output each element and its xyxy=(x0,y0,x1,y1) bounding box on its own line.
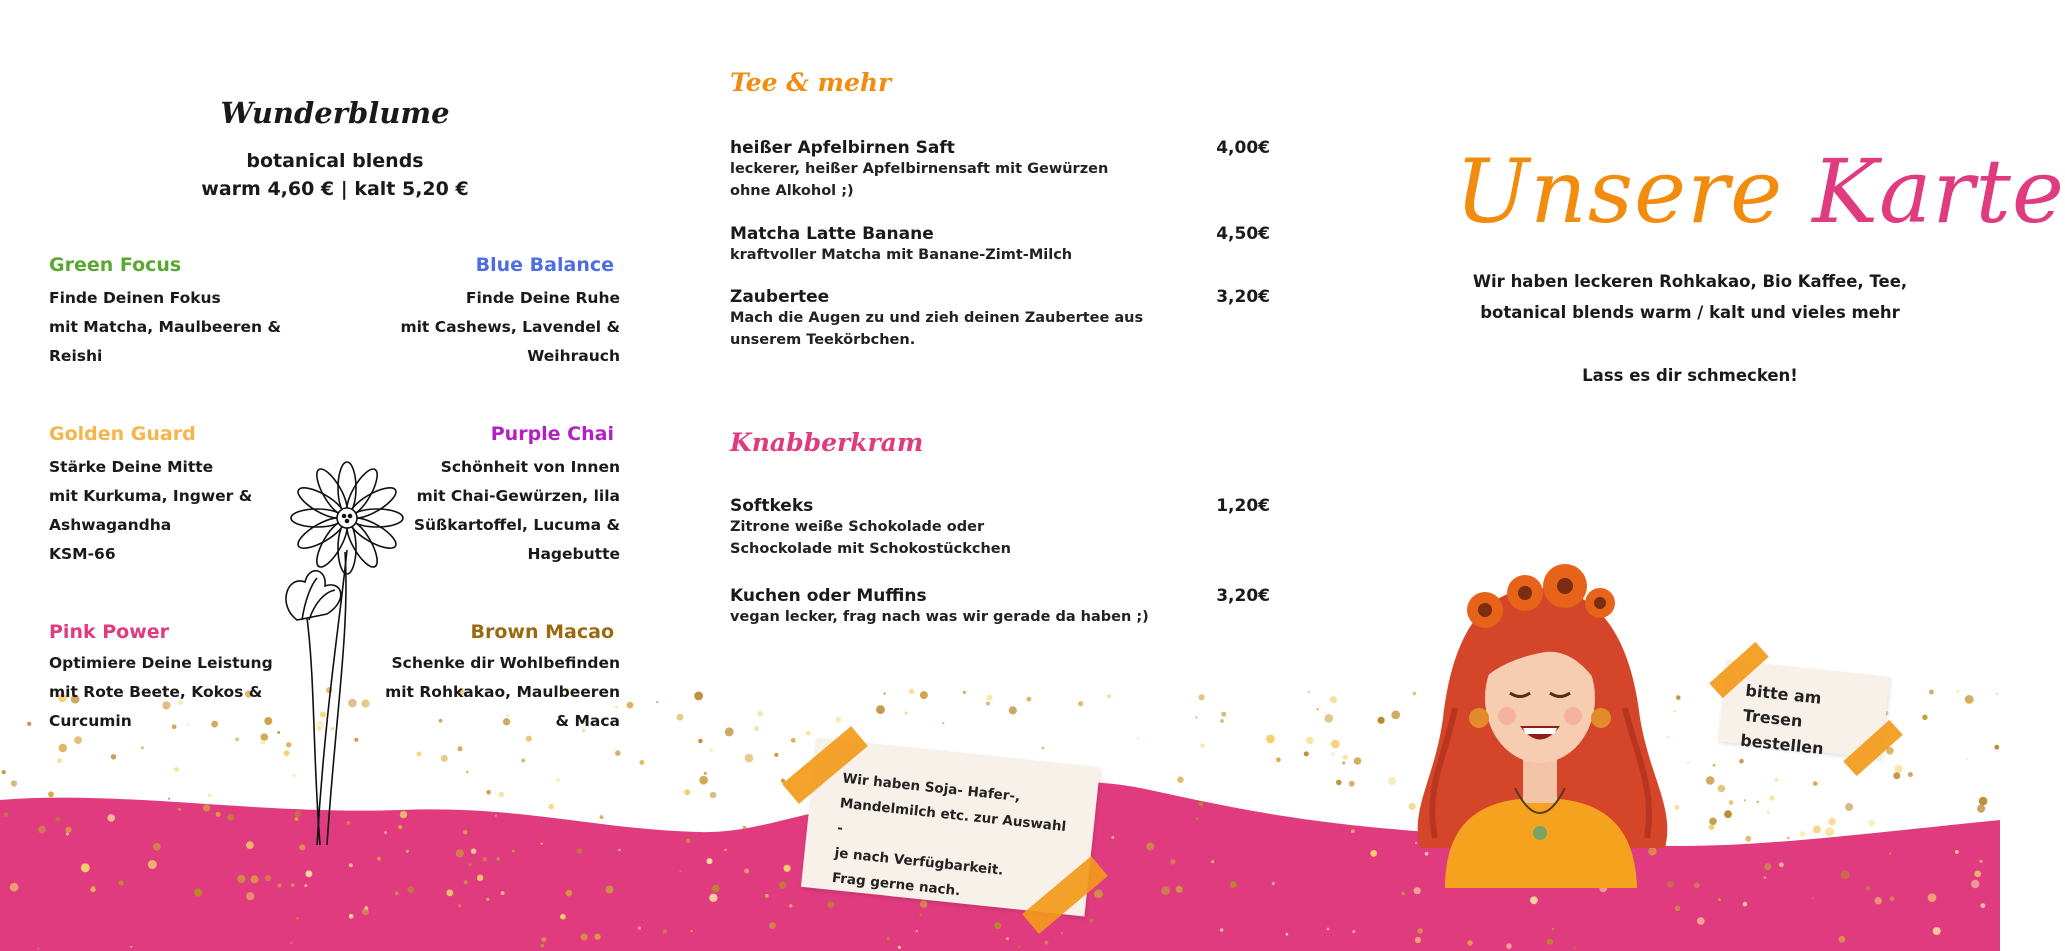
menu-title-part1: Unsere xyxy=(1455,140,1784,243)
blend-name: Purple Chai xyxy=(490,423,614,445)
blends-subtitle: botanical blends xyxy=(246,150,424,172)
order-note: bitte am Tresen bestellen xyxy=(1718,660,1890,759)
blend-blue-balance xyxy=(360,254,620,371)
item-desc: vegan lecker, frag nach was wir gerade da haben ;) xyxy=(730,609,1149,625)
item-desc: leckerer, heißer Apfelbirnensaft mit Gewürzen ohne Alkohol ;) xyxy=(730,161,1109,199)
blend-green-focus xyxy=(49,254,309,371)
item-name: Zaubertee xyxy=(730,287,830,307)
blend-desc: Optimiere Deine Leistung mit Rote Beete, Kokos & Curcumin xyxy=(49,654,273,730)
flower-illustration xyxy=(255,460,425,850)
item-price: 3,20€ xyxy=(1216,287,1270,307)
menu-title xyxy=(1455,140,2065,243)
blend-desc: Schenke dir Wohlbefinden mit Rohkakao, Maulbeeren & Maca xyxy=(385,654,620,730)
blend-name: Golden Guard xyxy=(49,423,196,445)
item-price: 4,00€ xyxy=(1216,138,1270,158)
item-name: heißer Apfelbirnen Saft xyxy=(730,138,955,158)
item-price: 3,20€ xyxy=(1216,586,1270,606)
blend-desc: Finde Deine Ruhe mit Cashews, Lavendel & Weihrauch xyxy=(400,289,620,365)
blend-desc: Stärke Deine Mitte mit Kurkuma, Ingwer & Ashwagandha KSM-66 xyxy=(49,458,253,563)
blends-prices: warm 4,60 € | kalt 5,20 € xyxy=(201,178,469,200)
blend-name: Green Focus xyxy=(49,254,182,276)
girl-with-flower-crown-illustration xyxy=(1375,548,1705,888)
tea-item-apfelbirnen xyxy=(730,138,1270,202)
snack-section-title: Knabberkram xyxy=(730,428,924,457)
item-desc: Zitrone weiße Schokolade oder Schockolade mit Schokostückchen xyxy=(730,519,1011,557)
tea-section-title: Tee & mehr xyxy=(730,68,892,97)
blend-desc: Schönheit von Innen mit Chai-Gewürzen, lila Süßkartoffel, Lucuma & Hagebutte xyxy=(413,458,620,563)
blend-desc: Finde Deinen Fokus mit Matcha, Maulbeeren & Reishi xyxy=(49,289,281,365)
item-name: Softkeks xyxy=(730,496,814,516)
tea-item-matcha xyxy=(730,224,1270,266)
item-name: Kuchen oder Muffins xyxy=(730,586,927,606)
menu-title-part2: Karte xyxy=(1812,140,2065,243)
item-price: 1,20€ xyxy=(1216,496,1270,516)
wunderblume-title: Wunderblume xyxy=(220,96,450,130)
snack-item-softkeks xyxy=(730,496,1270,560)
snack-item-kuchen xyxy=(730,586,1270,628)
blend-name: Brown Macao xyxy=(470,621,614,643)
item-desc: kraftvoller Matcha mit Banane-Zimt-Milch xyxy=(730,247,1073,263)
tea-item-zaubertee xyxy=(730,287,1270,351)
item-price: 4,50€ xyxy=(1216,224,1270,244)
intro-text: Wir haben leckeren Rohkakao, Bio Kaffee, Tee, botanical blends warm / kalt und vieles mehr xyxy=(1472,272,1908,322)
blend-name: Pink Power xyxy=(49,621,170,643)
enjoy-text: Lass es dir schmecken! xyxy=(1582,366,1798,385)
blend-name: Blue Balance xyxy=(475,254,614,276)
item-desc: Mach die Augen zu und zieh deinen Zaubertee aus unserem Teekörbchen. xyxy=(730,310,1144,348)
item-name: Matcha Latte Banane xyxy=(730,224,934,244)
milk-note: Wir haben Soja- Hafer-, Mandelmilch etc. zur Auswahl - je nach Verfügbarkeit. Frag gerne nach. xyxy=(801,738,1100,917)
